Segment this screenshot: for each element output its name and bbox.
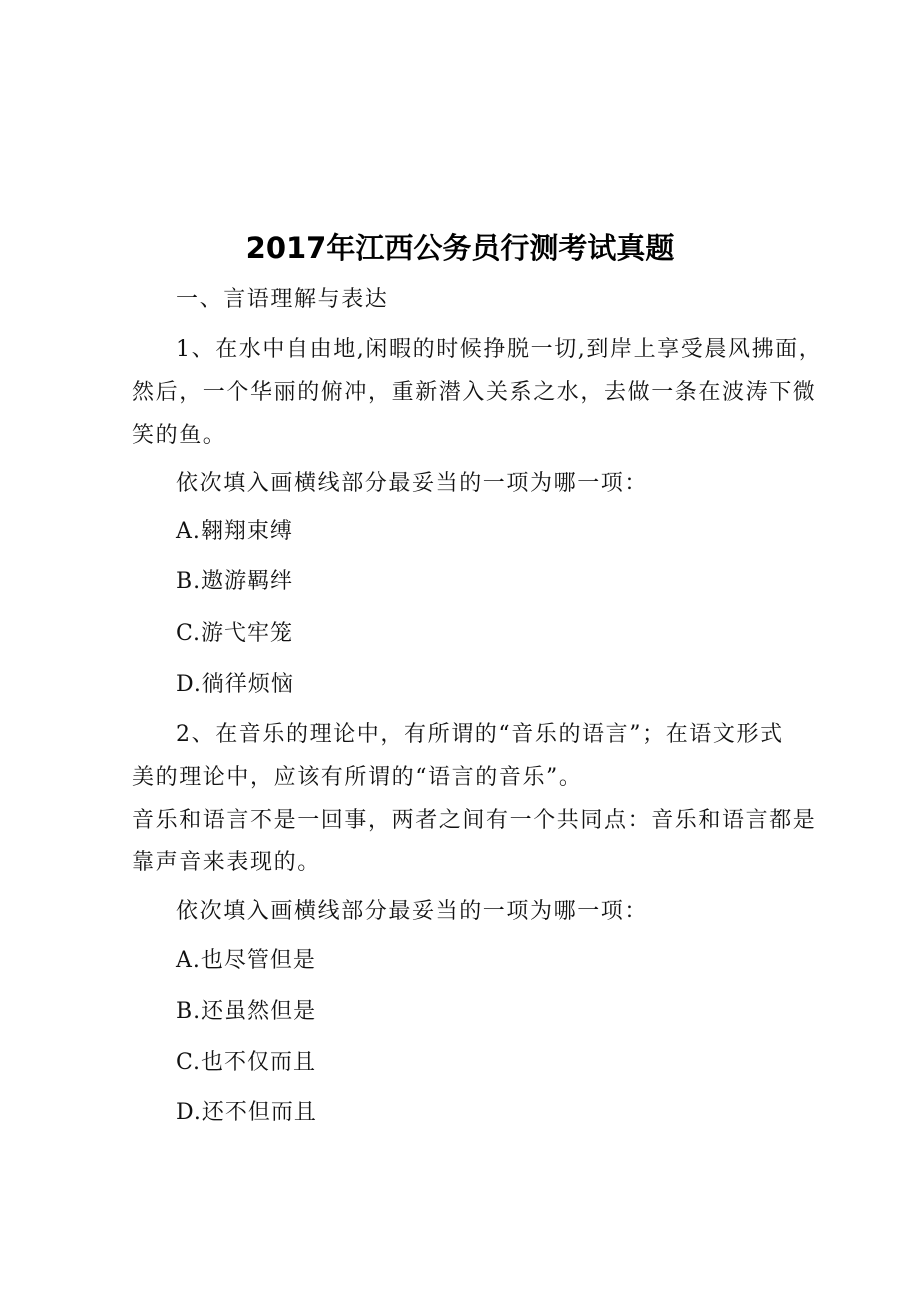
question-2-option-b: B.还虽然但是: [176, 999, 317, 1024]
question-1-option-a: A.翱翔束缚: [176, 519, 293, 544]
question-1-option-b: B.遨游羁绊: [176, 569, 294, 594]
question-1-line-2: 然后，一个华丽的俯冲，重新潜入关系之水，去做一条在波涛下微: [132, 380, 817, 405]
section-heading: 一、言语理解与表达: [176, 287, 389, 312]
question-2-line-2: 美的理论中，应该有所谓的“语言的音乐”。: [132, 765, 583, 790]
question-2-line-3: 音乐和语言不是一回事，两者之间有一个共同点：音乐和语言都是: [132, 808, 817, 833]
question-1-option-d: D.徜徉烦恼: [176, 672, 294, 697]
question-2-line-1: 2、在音乐的理论中，有所谓的“音乐的语言”；在语文形式: [176, 722, 784, 747]
question-2-option-c: C.也不仅而且: [176, 1050, 317, 1075]
question-2-option-a: A.也尽管但是: [176, 948, 316, 973]
question-2-line-4: 靠声音来表现的。: [132, 850, 321, 875]
question-2-option-d: D.还不但而且: [176, 1100, 317, 1125]
question-1-line-1: 1、在水中自由地,闲暇的时候挣脱一切,到岸上享受晨风拂面，: [176, 337, 823, 362]
question-1-line-3: 笑的鱼。: [132, 423, 227, 448]
question-2-prompt: 依次填入画横线部分最妥当的一项为哪一项：: [176, 899, 649, 924]
question-1-prompt: 依次填入画横线部分最妥当的一项为哪一项：: [176, 471, 649, 496]
question-1-option-c: C.游弋牢笼: [176, 621, 294, 646]
page-title: 2017年江西公务员行测考试真题: [245, 231, 675, 265]
